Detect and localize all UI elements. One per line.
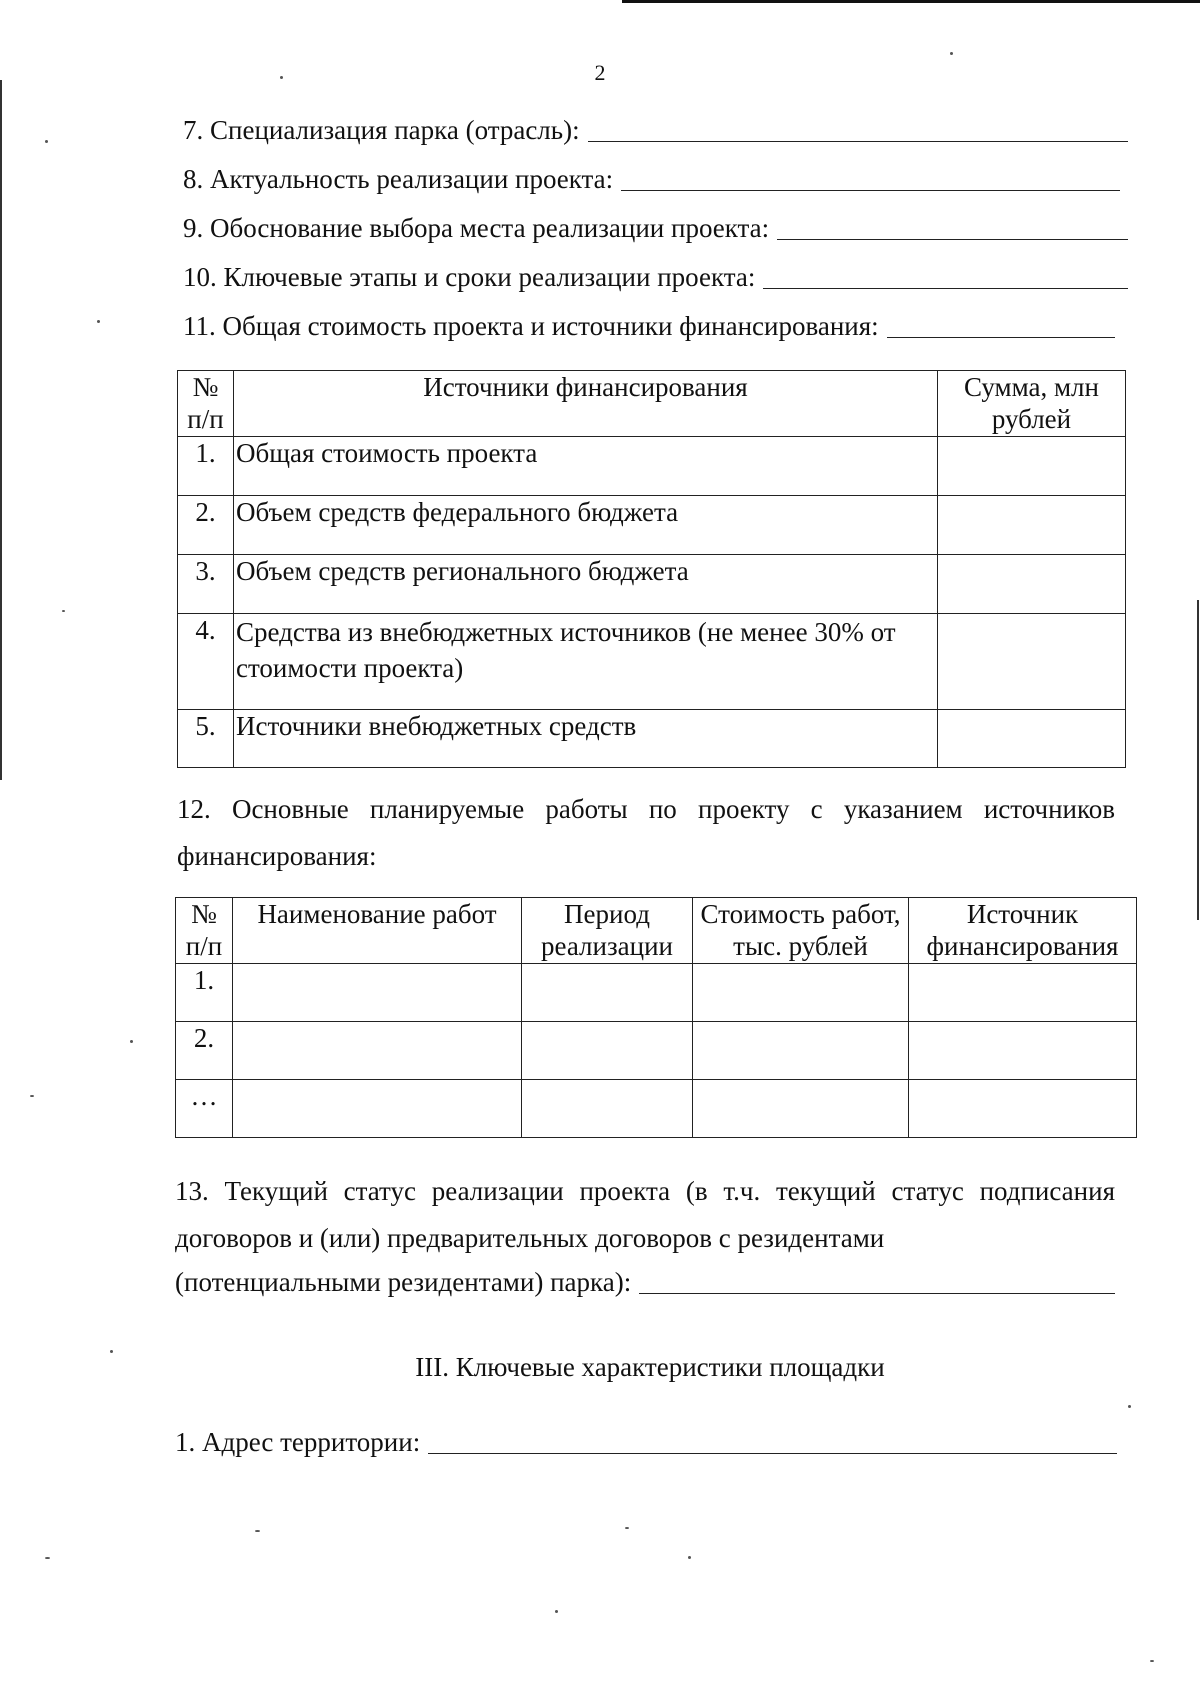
fill-in-line[interactable] bbox=[428, 1427, 1117, 1454]
header-number: № п/п bbox=[176, 898, 233, 964]
header-source: Источник финансирования bbox=[909, 898, 1137, 964]
section-12-text: 12. Основные планируемые работы по проекту с указанием источников финансирования: bbox=[177, 794, 1115, 871]
row-text: Объем средств федерального бюджета bbox=[234, 496, 938, 555]
section-13-text: 13. Текущий статус реализации проекта (в т.ч. текущий статус подписания договоров и (или) предварительных договоров с резидентами bbox=[175, 1176, 1115, 1253]
top-border-line bbox=[622, 0, 1200, 3]
row-number: 2. bbox=[178, 496, 234, 555]
field-key-stages bbox=[183, 259, 1128, 293]
row-sum-cell[interactable] bbox=[938, 496, 1126, 555]
field-territory-address bbox=[175, 1424, 1117, 1458]
field-label: 10. Ключевые этапы и сроки реализации проекта: bbox=[183, 262, 756, 292]
row-number: 4. bbox=[178, 614, 234, 710]
cell-source[interactable] bbox=[909, 964, 1137, 1022]
row-sum-cell[interactable] bbox=[938, 710, 1126, 768]
field-park-specialization bbox=[183, 112, 1128, 146]
row-sum-cell[interactable] bbox=[938, 614, 1126, 710]
scan-edge-mark bbox=[0, 80, 2, 780]
scan-speck bbox=[97, 320, 100, 323]
header-cost: Стоимость работ, тыс. рублей bbox=[693, 898, 909, 964]
header-period: Период реализации bbox=[522, 898, 693, 964]
field-label: (потенциальными резидентами) парка): bbox=[175, 1267, 632, 1297]
scan-speck bbox=[30, 1095, 34, 1097]
row-sum-cell[interactable] bbox=[938, 437, 1126, 496]
cell-period[interactable] bbox=[522, 1080, 693, 1138]
field-current-status bbox=[175, 1264, 1115, 1298]
fill-in-line[interactable] bbox=[887, 311, 1115, 338]
page-number: 2 bbox=[594, 60, 606, 85]
row-number: 3. bbox=[178, 555, 234, 614]
cell-source[interactable] bbox=[909, 1022, 1137, 1080]
scan-speck bbox=[950, 52, 953, 55]
table-row bbox=[178, 555, 1126, 614]
fill-in-line[interactable] bbox=[777, 213, 1128, 240]
row-number: 5. bbox=[178, 710, 234, 768]
row-text: Объем средств регионального бюджета bbox=[234, 555, 938, 614]
table-row bbox=[176, 1022, 1137, 1080]
field-project-relevance bbox=[183, 161, 1120, 195]
table-row bbox=[178, 496, 1126, 555]
table-row bbox=[178, 437, 1126, 496]
table-row bbox=[176, 964, 1137, 1022]
section-3-heading: III. Ключевые характеристики площадки bbox=[415, 1352, 885, 1382]
fill-in-line[interactable] bbox=[588, 115, 1128, 142]
scan-speck bbox=[110, 1350, 113, 1353]
row-text: Источники внебюджетных средств bbox=[234, 710, 938, 768]
field-site-justification bbox=[183, 210, 1128, 244]
fill-in-line[interactable] bbox=[639, 1267, 1115, 1294]
scan-speck bbox=[280, 76, 283, 79]
cell-period[interactable] bbox=[522, 1022, 693, 1080]
row-number: 2. bbox=[176, 1022, 233, 1080]
table-row bbox=[178, 614, 1126, 710]
field-label: 8. Актуальность реализации проекта: bbox=[183, 164, 614, 194]
cell-work-name[interactable] bbox=[233, 1080, 522, 1138]
scan-speck bbox=[1150, 1660, 1154, 1662]
field-label: 7. Специализация парка (отрасль): bbox=[183, 115, 580, 145]
table-header-row bbox=[178, 371, 1126, 437]
row-text: Средства из внебюджетных источников (не менее 30% от стоимости проекта) bbox=[234, 614, 938, 710]
row-sum-cell[interactable] bbox=[938, 555, 1126, 614]
header-sum: Сумма, млн рублей bbox=[938, 371, 1126, 437]
header-number: № п/п bbox=[178, 371, 234, 437]
scan-speck bbox=[555, 1610, 558, 1613]
scan-speck bbox=[1128, 1405, 1131, 1408]
table-header-row bbox=[176, 898, 1137, 964]
fill-in-line[interactable] bbox=[763, 262, 1128, 289]
field-label: 1. Адрес территории: bbox=[175, 1427, 421, 1457]
fill-in-line[interactable] bbox=[621, 164, 1120, 191]
cell-cost[interactable] bbox=[693, 964, 909, 1022]
scan-speck bbox=[45, 140, 48, 143]
field-label: 9. Обоснование выбора места реализации проекта: bbox=[183, 213, 770, 243]
row-number: 1. bbox=[178, 437, 234, 496]
cell-cost[interactable] bbox=[693, 1022, 909, 1080]
scan-speck bbox=[688, 1556, 691, 1559]
cell-work-name[interactable] bbox=[233, 1022, 522, 1080]
scan-speck bbox=[130, 1040, 133, 1043]
scan-speck bbox=[45, 1557, 50, 1559]
table-row bbox=[178, 710, 1126, 768]
scan-edge-mark bbox=[1197, 600, 1199, 920]
field-label: 11. Общая стоимость проекта и источники финансирования: bbox=[183, 311, 879, 341]
row-text: Общая стоимость проекта bbox=[234, 437, 938, 496]
field-total-cost bbox=[183, 308, 1115, 342]
cell-period[interactable] bbox=[522, 964, 693, 1022]
row-number: 1. bbox=[176, 964, 233, 1022]
table-row bbox=[176, 1080, 1137, 1138]
row-number: … bbox=[176, 1080, 233, 1138]
scan-speck bbox=[625, 1527, 629, 1529]
cell-cost[interactable] bbox=[693, 1080, 909, 1138]
scan-speck bbox=[255, 1530, 260, 1532]
header-sources: Источники финансирования bbox=[234, 371, 938, 437]
financing-sources-table bbox=[177, 370, 1126, 768]
planned-works-table bbox=[175, 897, 1137, 1138]
header-work-name: Наименование работ bbox=[233, 898, 522, 964]
cell-work-name[interactable] bbox=[233, 964, 522, 1022]
cell-source[interactable] bbox=[909, 1080, 1137, 1138]
scan-speck bbox=[62, 610, 65, 612]
